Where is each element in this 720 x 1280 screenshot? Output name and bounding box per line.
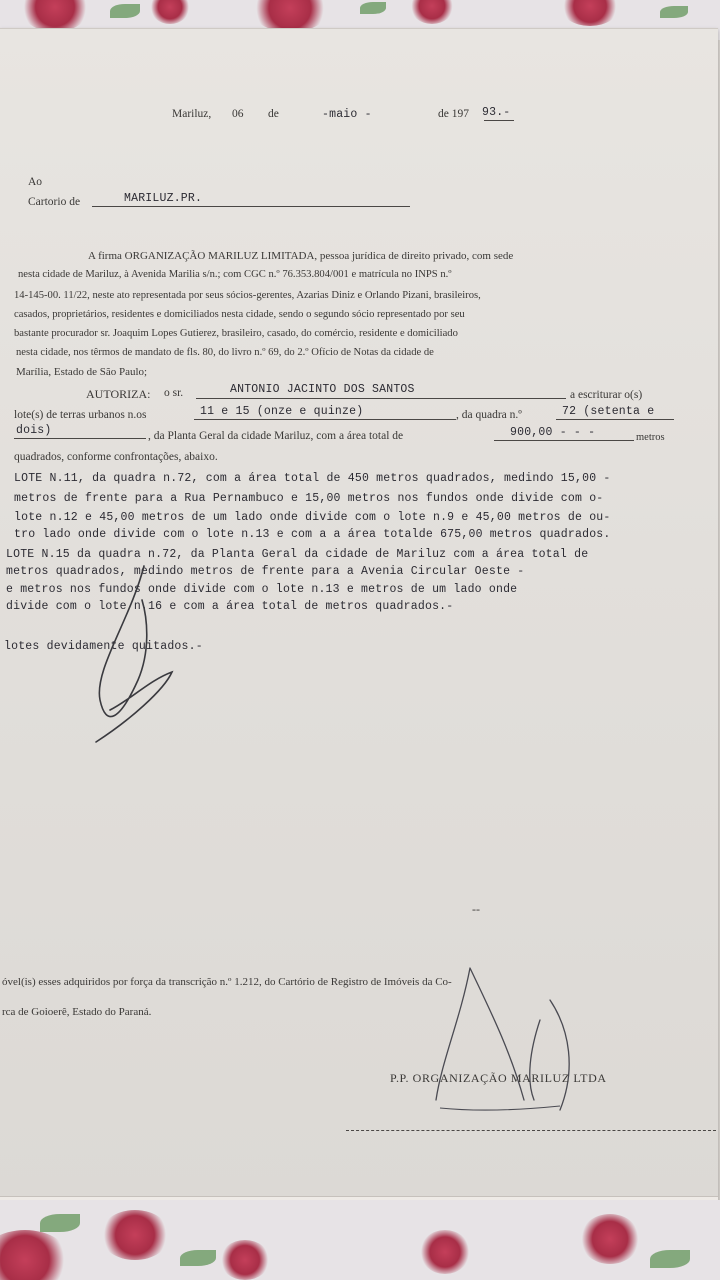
autoriza-suffix: a escriturar o(s) [570, 389, 643, 401]
footer-line-1: óvel(is) esses adquiridos por força da transcrição n.º 1.212, do Cartório de Registro de Imóveis da Co- [2, 976, 452, 988]
footer-line-2: rca de Goioerê, Estado do Paraná. [2, 1006, 152, 1018]
lotes-value: 11 e 15 (onze e quinze) [200, 405, 364, 418]
header-month: -maio - [322, 108, 372, 121]
lote11-line-3: lote n.12 e 45,00 metros de um lado onde divide com o lote n.9 e 45,00 metros de ou- [14, 511, 611, 524]
body-line-6: nesta cidade, nos têrmos de mandato de fls. 80, do livro n.º 69, do 2.º Ofício de Notas da cidade de [16, 347, 434, 358]
planta-text: , da Planta Geral da cidade Mariluz, com a área total de [148, 430, 404, 442]
fabric-background-bottom [0, 1200, 720, 1280]
autoriza-name: ANTONIO JACINTO DOS SANTOS [230, 383, 415, 396]
header-de1: de [268, 108, 279, 120]
autoriza-sr: o sr. [164, 387, 184, 399]
quadra-value: 72 (setenta e [562, 405, 655, 418]
quadrados-text: quadrados, conforme confrontações, abaixo. [14, 451, 218, 463]
metros-text: metros [636, 432, 665, 443]
area-value: 900,00 - - - [510, 426, 596, 439]
body-line-2: nesta cidade de Mariluz, à Avenida Marilia s/n.; com CGC n.º 76.353.804/001 e matrícula no INPS n.º [18, 269, 452, 280]
lote15-line-1: LOTE N.15 da quadra n.72, da Planta Geral da cidade de Mariluz com a área total de [6, 548, 589, 561]
body-line-5: bastante procurador sr. Joaquim Lopes Gutierez, brasileiro, casado, do comércio, residente e domiciliado [14, 328, 458, 339]
body-line-3: 14-145-00. 11/22, neste ato representada por seus sócios-gerentes, Azarias Diniz e Orlando Pizani, brasileiros, [14, 290, 481, 301]
lote11-line-2: metros de frente para a Rua Pernambuco e 15,00 metros nos fundos onde divide com o- [14, 492, 604, 505]
cartorio-value: MARILUZ.PR. [124, 192, 203, 205]
header-de2: de 197 [438, 108, 469, 120]
header-city: Mariluz, [172, 108, 212, 120]
lote15-line-2: metros quadrados, medindo metros de frente para a Avenia Circular Oeste - [6, 565, 525, 578]
signature-company: P.P. ORGANIZAÇÃO MARILUZ LTDA [390, 1071, 607, 1085]
quadra-value-cont: dois) [16, 424, 52, 437]
lote11-line-1: LOTE N.11, da quadra n.72, com a área total de 450 metros quadrados, medindo 15,00 - [14, 472, 611, 485]
body-line-1: A firma ORGANIZAÇÃO MARILUZ LIMITADA, pessoa jurídica de direito privado, com sede [88, 250, 514, 262]
cartorio-label: Cartorio de [28, 196, 81, 208]
header-day: 06 [232, 108, 244, 120]
lote15-line-4: divide com o lote n.16 e com a área total de metros quadrados.- [6, 600, 454, 613]
body-line-4: casados, proprietários, residentes e domiciliados nesta cidade, sendo o segundo sócio representado por seu [14, 309, 465, 320]
addressee-ao: Ao [28, 176, 43, 188]
lotes-label: lote(s) de terras urbanos n.os [14, 409, 147, 421]
lote15-line-3: e metros nos fundos onde divide com o lote n.13 e metros de um lado onde [6, 583, 518, 596]
quitados-note: lotes devidamente quitados.- [4, 640, 203, 653]
quadra-label: , da quadra n.º [456, 409, 522, 421]
body-line-7: Marília, Estado de São Paulo; [16, 366, 148, 378]
header-year: 93.- [482, 106, 511, 119]
lote11-line-4: tro lado onde divide com o lote n.13 e com a a área totalde 675,00 metros quadrados. [14, 528, 611, 541]
section-dashes: -- [472, 902, 480, 916]
document-sheet [0, 28, 718, 1207]
autoriza-label: AUTORIZA: [86, 387, 151, 401]
